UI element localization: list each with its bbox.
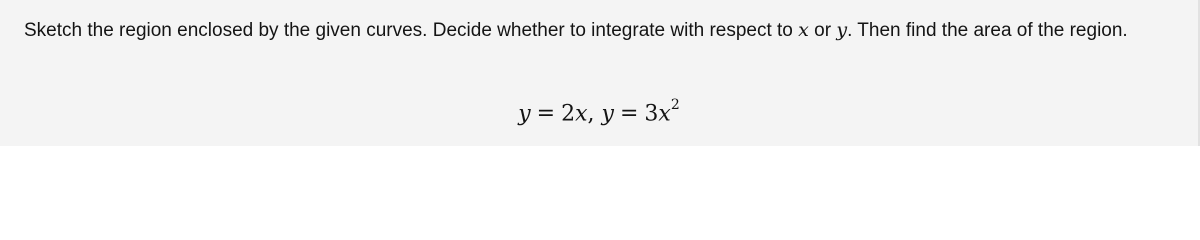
equation-variable-1: x (575, 101, 588, 127)
problem-statement (24, 16, 1184, 45)
problem-text-part3: . Then find the area of the region. (847, 20, 1128, 41)
equation-variable-2: x (658, 101, 671, 127)
equation-lhs-2: y (601, 101, 614, 127)
equation-comma: , (587, 101, 595, 127)
equation-coefficient-2: 3 (644, 101, 659, 127)
equation-coefficient-1: 2 (561, 101, 576, 127)
equation-exponent: 2 (670, 97, 680, 113)
equals-sign-1: = (536, 101, 556, 127)
equals-sign-2: = (619, 101, 639, 127)
problem-text-part1: Sketch the region enclosed by the given curves. Decide whether to integrate with respect to (24, 20, 799, 41)
problem-text-part2: or (808, 20, 837, 41)
equation-lhs-1: y (518, 101, 531, 127)
math-variable-y: y (836, 19, 848, 41)
equation-display (0, 92, 1198, 130)
math-variable-x: x (798, 19, 809, 41)
